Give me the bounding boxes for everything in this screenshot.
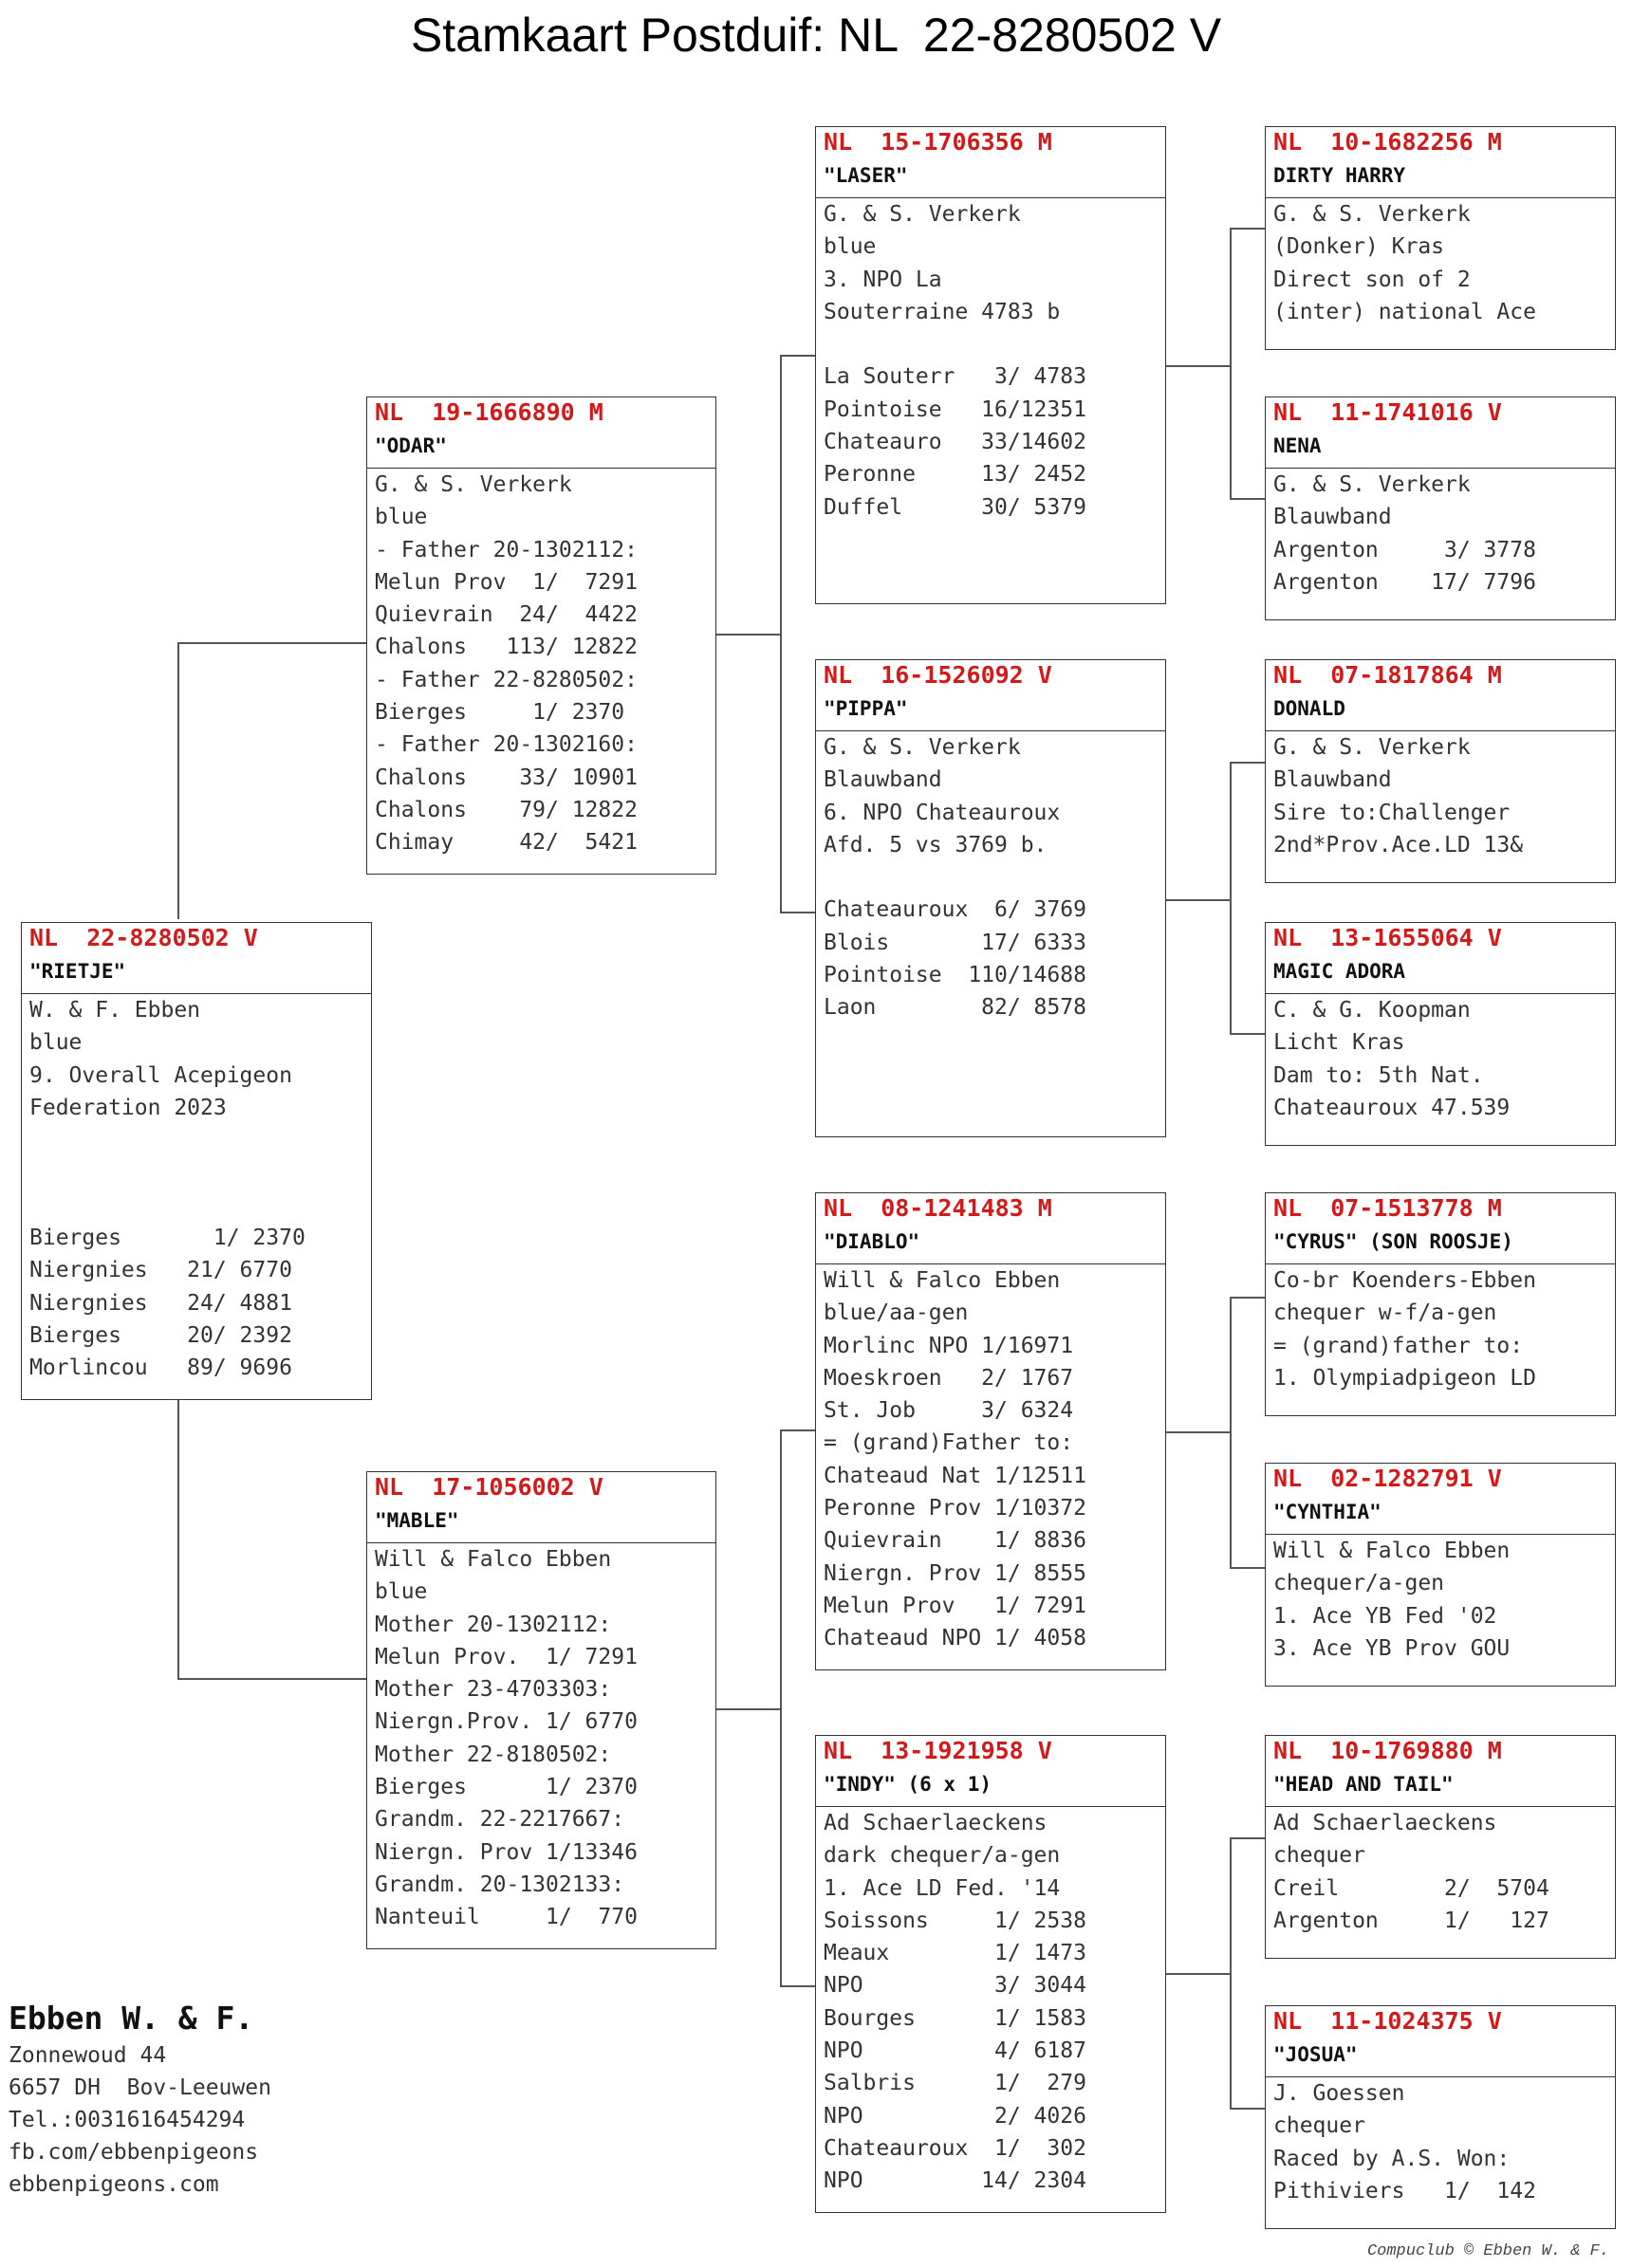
detail-line: Soissons 1/ 2538 bbox=[824, 1908, 1086, 1933]
connector-line bbox=[1162, 1973, 1231, 1975]
ring-number: NL 19-1666890 M bbox=[375, 398, 603, 426]
pigeon-card-mff bbox=[1265, 1192, 1616, 1416]
ring-number: NL 17-1056002 V bbox=[375, 1473, 603, 1501]
detail-line: Niergn.Prov. 1/ 6770 bbox=[375, 1709, 638, 1735]
ring-number: NL 22-8280502 V bbox=[29, 924, 258, 951]
detail-line: Chateaud Nat 1/12511 bbox=[824, 1463, 1086, 1488]
card-header bbox=[816, 1736, 1165, 1807]
owner-phone: Tel.:0031616454294 bbox=[9, 2108, 246, 2132]
connector-line bbox=[780, 1429, 815, 1431]
ring-number: NL 10-1682256 M bbox=[1273, 128, 1502, 156]
pigeon-details bbox=[22, 994, 371, 1385]
pigeon-card-subject bbox=[21, 922, 372, 1400]
pigeon-details bbox=[1266, 2077, 1615, 2207]
detail-line bbox=[29, 1189, 363, 1222]
detail-line bbox=[824, 861, 1158, 894]
detail-line: Pointoise 16/12351 bbox=[824, 396, 1086, 422]
detail-line bbox=[29, 1156, 363, 1189]
connector-line bbox=[713, 634, 781, 636]
detail-line: Chalons 79/ 12822 bbox=[375, 797, 638, 822]
detail-line: Blois 17/ 6333 bbox=[824, 930, 1086, 955]
detail-line: blue bbox=[29, 1030, 83, 1056]
detail-line: blue/aa-gen bbox=[824, 1300, 969, 1326]
detail-line: G. & S. Verkerk bbox=[1273, 472, 1471, 497]
pigeon-card-fmm bbox=[1265, 922, 1616, 1146]
detail-line: - Father 20-1302112: bbox=[375, 537, 638, 562]
pigeon-name: "RIETJE" bbox=[29, 960, 126, 983]
detail-line: blue bbox=[375, 505, 428, 530]
detail-line: Blauwband bbox=[1273, 505, 1392, 530]
card-header bbox=[1266, 923, 1615, 994]
ring-number: NL 10-1769880 M bbox=[1273, 1737, 1502, 1764]
detail-line: G. & S. Verkerk bbox=[375, 472, 572, 497]
detail-line: Laon 82/ 8578 bbox=[824, 995, 1086, 1021]
detail-line: Chateauroux 1/ 302 bbox=[824, 2135, 1086, 2161]
owner-name: Ebben W. & F. bbox=[9, 2000, 254, 2037]
detail-line: Bierges 1/ 2370 bbox=[29, 1226, 306, 1251]
detail-line: - Father 22-8280502: bbox=[375, 667, 638, 692]
connector-line bbox=[1230, 498, 1265, 500]
pigeon-details bbox=[816, 1264, 1165, 1655]
detail-line: Blauwband bbox=[824, 767, 942, 793]
connector-line bbox=[713, 1708, 781, 1710]
pigeon-details bbox=[816, 731, 1165, 1024]
detail-line: G. & S. Verkerk bbox=[1273, 735, 1471, 760]
detail-line: chequer bbox=[1273, 2113, 1365, 2139]
ring-number: NL 07-1513778 M bbox=[1273, 1194, 1502, 1222]
detail-line: Duffel 30/ 5379 bbox=[824, 494, 1086, 520]
pigeon-details bbox=[1266, 1807, 1615, 1937]
detail-line: Argenton 17/ 7796 bbox=[1273, 569, 1536, 595]
detail-line: Chateauroux 47.539 bbox=[1273, 1095, 1511, 1120]
detail-line: Pointoise 110/14688 bbox=[824, 963, 1086, 988]
detail-line: W. & F. Ebben bbox=[29, 998, 201, 1023]
detail-line: Melun Prov. 1/ 7291 bbox=[375, 1644, 638, 1669]
detail-line: Will & Falco Ebben bbox=[1273, 1539, 1511, 1563]
detail-line: C. & G. Koopman bbox=[1273, 998, 1471, 1023]
pigeon-card-father bbox=[366, 396, 716, 875]
pigeon-card-mmm bbox=[1265, 2005, 1616, 2229]
pigeon-name: "INDY" (6 x 1) bbox=[824, 1773, 992, 1796]
detail-line: G. & S. Verkerk bbox=[824, 735, 1021, 760]
pigeon-details bbox=[1266, 1264, 1615, 1394]
detail-line: Federation 2023 bbox=[29, 1095, 227, 1120]
detail-line: NPO 4/ 6187 bbox=[824, 2038, 1086, 2064]
connector-line bbox=[1162, 899, 1231, 901]
detail-line: 3. NPO La bbox=[824, 267, 942, 292]
page-title: Stamkaart Postduif: NL 22-8280502 V bbox=[410, 9, 1222, 62]
connector-line bbox=[1230, 1837, 1232, 2109]
detail-line: Licht Kras bbox=[1273, 1030, 1405, 1056]
detail-line: Dam to: 5th Nat. bbox=[1273, 1062, 1484, 1088]
connector-line bbox=[780, 355, 815, 357]
pigeon-name: "PIPPA" bbox=[824, 697, 908, 720]
detail-line: Quievrain 24/ 4422 bbox=[375, 602, 638, 628]
pigeon-card-father-mother bbox=[815, 659, 1166, 1137]
detail-line: Souterraine 4783 b bbox=[824, 299, 1061, 324]
card-header bbox=[1266, 1736, 1615, 1807]
pigeon-name: "MABLE" bbox=[375, 1509, 459, 1532]
detail-line: Mother 22-8180502: bbox=[375, 1742, 612, 1767]
detail-line: Argenton 1/ 127 bbox=[1273, 1908, 1549, 1933]
connector-line bbox=[1230, 1297, 1232, 1568]
detail-line: (inter) national Ace bbox=[1273, 299, 1536, 324]
pigeon-details bbox=[816, 1807, 1165, 2198]
detail-line bbox=[824, 328, 1158, 360]
detail-line: Morlincou 89/ 9696 bbox=[29, 1355, 292, 1381]
detail-line: = (grand)Father to: bbox=[824, 1430, 1074, 1456]
detail-line: Nanteuil 1/ 770 bbox=[375, 1905, 638, 1930]
card-header bbox=[367, 1472, 715, 1543]
footer-credit: Compuclub © Ebben W. & F. bbox=[1366, 2242, 1609, 2260]
ring-number: NL 02-1282791 V bbox=[1273, 1465, 1502, 1492]
detail-line: Direct son of 2 bbox=[1273, 267, 1471, 292]
card-header bbox=[816, 1193, 1165, 1264]
detail-line: 9. Overall Acepigeon bbox=[29, 1062, 292, 1088]
detail-line: St. Job 3/ 6324 bbox=[824, 1398, 1074, 1424]
detail-line: Salbris 1/ 279 bbox=[824, 2071, 1086, 2096]
detail-line: Ad Schaerlaeckens bbox=[1273, 1811, 1497, 1835]
detail-line: Mother 23-4703303: bbox=[375, 1677, 612, 1703]
card-header bbox=[1266, 397, 1615, 469]
detail-line: Niergnies 21/ 6770 bbox=[29, 1258, 292, 1283]
pigeon-name: DIRTY HARRY bbox=[1273, 164, 1406, 187]
detail-line: Bierges 1/ 2370 bbox=[375, 1775, 638, 1800]
detail-line: Chateauro 33/14602 bbox=[824, 430, 1086, 455]
detail-line: Argenton 3/ 3778 bbox=[1273, 537, 1536, 562]
pigeon-card-fff bbox=[1265, 126, 1616, 350]
pigeon-name: "LASER" bbox=[824, 164, 908, 187]
owner-info bbox=[9, 1998, 271, 2201]
pigeon-card-mmf bbox=[1265, 1735, 1616, 1959]
detail-line: blue bbox=[375, 1579, 428, 1605]
pigeon-name: "JOSUA" bbox=[1273, 2043, 1358, 2066]
connector-line bbox=[1162, 365, 1231, 367]
detail-line: 1. Ace YB Fed '02 bbox=[1273, 1603, 1497, 1629]
detail-line: - Father 20-1302160: bbox=[375, 732, 638, 758]
detail-line: Morlinc NPO 1/16971 bbox=[824, 1333, 1074, 1358]
pigeon-name: "HEAD AND TAIL" bbox=[1273, 1773, 1454, 1796]
detail-line: Creil 2/ 5704 bbox=[1273, 1875, 1549, 1901]
connector-line bbox=[780, 912, 815, 913]
ring-number: NL 08-1241483 M bbox=[824, 1194, 1052, 1222]
detail-line: Will & Falco Ebben bbox=[375, 1547, 612, 1572]
owner-facebook: fb.com/ebbenpigeons bbox=[9, 2140, 259, 2165]
card-header bbox=[1266, 2006, 1615, 2077]
detail-line: 3. Ace YB Prov GOU bbox=[1273, 1635, 1511, 1661]
connector-line bbox=[780, 1429, 782, 1986]
card-header bbox=[1266, 660, 1615, 731]
detail-line: = (grand)father to: bbox=[1273, 1333, 1524, 1358]
detail-line: Chateauroux 6/ 3769 bbox=[824, 897, 1086, 923]
detail-line: NPO 2/ 4026 bbox=[824, 2103, 1086, 2129]
detail-line: Peronne 13/ 2452 bbox=[824, 462, 1086, 488]
detail-line: Pithiviers 1/ 142 bbox=[1273, 2178, 1536, 2203]
connector-line bbox=[1230, 228, 1232, 499]
detail-line: Afd. 5 vs 3769 b. bbox=[824, 832, 1048, 857]
ring-number: NL 15-1706356 M bbox=[824, 128, 1052, 156]
detail-line: G. & S. Verkerk bbox=[1273, 202, 1471, 227]
pigeon-card-mother-father bbox=[815, 1192, 1166, 1670]
pigeon-name: MAGIC ADORA bbox=[1273, 960, 1406, 983]
detail-line: Chimay 42/ 5421 bbox=[375, 830, 638, 856]
ring-number: NL 11-1741016 V bbox=[1273, 398, 1502, 426]
pigeon-name: "CYNTHIA" bbox=[1273, 1501, 1382, 1523]
pigeon-name: "DIABLO" bbox=[824, 1230, 920, 1253]
connector-line bbox=[177, 1399, 179, 1679]
card-header bbox=[1266, 1464, 1615, 1535]
detail-line: chequer bbox=[1273, 1843, 1365, 1869]
detail-line: 1. Olympiadpigeon LD bbox=[1273, 1365, 1536, 1391]
detail-line: Mother 20-1302112: bbox=[375, 1612, 612, 1637]
connector-line bbox=[177, 1678, 367, 1680]
card-header bbox=[816, 127, 1165, 198]
ring-number: NL 16-1526092 V bbox=[824, 661, 1052, 689]
detail-line: Quievrain 1/ 8836 bbox=[824, 1528, 1086, 1554]
card-header bbox=[367, 397, 715, 469]
detail-line: Grandm. 22-2217667: bbox=[375, 1807, 625, 1833]
connector-line bbox=[1230, 1837, 1265, 1839]
ring-number: NL 13-1655064 V bbox=[1273, 924, 1502, 951]
ring-number: NL 11-1024375 V bbox=[1273, 2007, 1502, 2035]
connector-line bbox=[780, 355, 782, 913]
connector-line bbox=[1230, 2108, 1265, 2110]
pigeon-name: DONALD bbox=[1273, 697, 1345, 720]
connector-line bbox=[1230, 762, 1265, 764]
detail-line: Raced by A.S. Won: bbox=[1273, 2146, 1511, 2171]
detail-line bbox=[29, 1124, 363, 1156]
ring-number: NL 07-1817864 M bbox=[1273, 661, 1502, 689]
card-header bbox=[1266, 127, 1615, 198]
connector-line bbox=[1230, 228, 1265, 230]
connector-line bbox=[780, 1985, 815, 1987]
detail-line: 2nd*Prov.Ace.LD 13& bbox=[1273, 832, 1524, 857]
detail-line: 1. Ace LD Fed. '14 bbox=[824, 1875, 1061, 1901]
detail-line: Chalons 113/ 12822 bbox=[375, 635, 638, 660]
pigeon-card-mfm bbox=[1265, 1463, 1616, 1687]
detail-line: J. Goessen bbox=[1273, 2081, 1405, 2106]
pigeon-details bbox=[1266, 469, 1615, 599]
detail-line: Bierges 20/ 2392 bbox=[29, 1322, 292, 1348]
detail-line: Chalons 33/ 10901 bbox=[375, 765, 638, 790]
detail-line: Meaux 1/ 1473 bbox=[824, 1941, 1086, 1966]
pigeon-details bbox=[1266, 1535, 1615, 1665]
detail-line: La Souterr 3/ 4783 bbox=[824, 364, 1086, 390]
owner-postcode-city: 6657 DH Bov-Leeuwen bbox=[9, 2075, 271, 2100]
detail-line: Sire to:Challenger bbox=[1273, 800, 1511, 825]
pigeon-card-ffm bbox=[1265, 396, 1616, 620]
detail-line: NPO 3/ 3044 bbox=[824, 1973, 1086, 1999]
detail-line: G. & S. Verkerk bbox=[824, 202, 1021, 227]
detail-line: Moeskroen 2/ 1767 bbox=[824, 1365, 1074, 1391]
connector-line bbox=[1230, 1567, 1265, 1569]
pigeon-card-fmf bbox=[1265, 659, 1616, 883]
pigeon-name: "CYRUS" (SON ROOSJE) bbox=[1273, 1230, 1513, 1253]
connector-line bbox=[1230, 1033, 1265, 1035]
detail-line: chequer/a-gen bbox=[1273, 1571, 1445, 1596]
card-header bbox=[1266, 1193, 1615, 1264]
detail-line: Melun Prov 1/ 7291 bbox=[824, 1593, 1086, 1618]
detail-line: Melun Prov 1/ 7291 bbox=[375, 569, 638, 595]
detail-line: blue bbox=[824, 234, 877, 260]
detail-line: Will & Falco Ebben bbox=[824, 1268, 1061, 1293]
connector-line bbox=[177, 642, 179, 919]
detail-line: Co-br Koenders-Ebben bbox=[1273, 1268, 1536, 1293]
detail-line: dark chequer/a-gen bbox=[824, 1843, 1061, 1869]
detail-line: Bierges 1/ 2370 bbox=[375, 700, 625, 726]
detail-line: Niergn. Prov 1/13346 bbox=[375, 1839, 638, 1865]
detail-line: Niergnies 24/ 4881 bbox=[29, 1290, 292, 1316]
pigeon-details bbox=[1266, 198, 1615, 328]
connector-line bbox=[1230, 1297, 1265, 1299]
pigeon-card-mother-mother bbox=[815, 1735, 1166, 2213]
pigeon-card-mother bbox=[366, 1471, 716, 1949]
card-header bbox=[22, 923, 371, 994]
owner-website: ebbenpigeons.com bbox=[9, 2172, 219, 2197]
detail-line: 6. NPO Chateauroux bbox=[824, 800, 1061, 825]
detail-line: (Donker) Kras bbox=[1273, 234, 1445, 260]
pigeon-card-father-father bbox=[815, 126, 1166, 604]
detail-line: Chateaud NPO 1/ 4058 bbox=[824, 1626, 1086, 1651]
detail-line: chequer w-f/a-gen bbox=[1273, 1300, 1497, 1326]
connector-line bbox=[177, 642, 367, 644]
pigeon-details bbox=[816, 198, 1165, 524]
connector-line bbox=[1162, 1431, 1231, 1433]
pigeon-name: "ODAR" bbox=[375, 434, 447, 457]
connector-line bbox=[1230, 762, 1232, 1034]
pigeon-details bbox=[1266, 731, 1615, 861]
detail-line: Niergn. Prov 1/ 8555 bbox=[824, 1560, 1086, 1586]
owner-address: Zonnewoud 44 bbox=[9, 2043, 167, 2068]
pigeon-details bbox=[367, 1543, 715, 1934]
pigeon-details bbox=[1266, 994, 1615, 1124]
detail-line: NPO 14/ 2304 bbox=[824, 2168, 1086, 2194]
pigeon-details bbox=[367, 469, 715, 859]
detail-line: Ad Schaerlaeckens bbox=[824, 1811, 1048, 1835]
detail-line: Blauwband bbox=[1273, 767, 1392, 793]
detail-line: Peronne Prov 1/10372 bbox=[824, 1496, 1086, 1521]
pigeon-name: NENA bbox=[1273, 434, 1322, 457]
detail-line: Grandm. 20-1302133: bbox=[375, 1872, 625, 1897]
card-header bbox=[816, 660, 1165, 731]
ring-number: NL 13-1921958 V bbox=[824, 1737, 1052, 1764]
detail-line: Bourges 1/ 1583 bbox=[824, 2005, 1086, 2031]
